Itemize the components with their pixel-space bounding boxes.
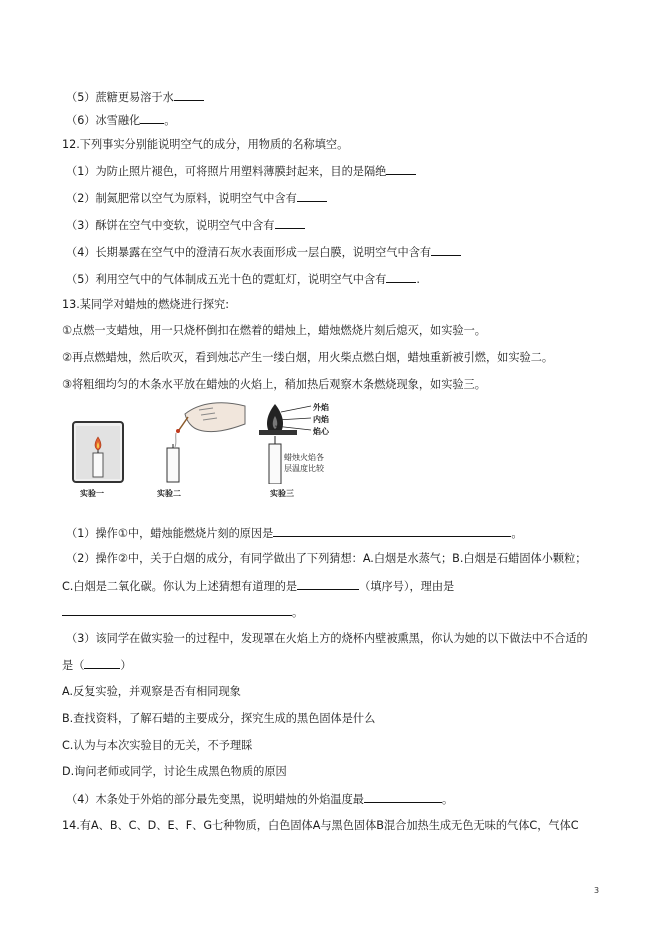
q13-option-a: A.反复实验，并观察是否有相同现象 bbox=[62, 685, 241, 698]
answer-blank[interactable] bbox=[431, 244, 461, 256]
q13-sub1: （1）操作①中，蜡烛能燃烧片刻的原因是 。 bbox=[66, 527, 523, 540]
caption-experiment-two: 实验二 bbox=[157, 489, 181, 498]
q13-option-d: D.询问老师或同学，讨论生成黑色物质的原因 bbox=[62, 765, 287, 778]
q13-option-b: B.查找资料，了解石蜡的主要成分，探究生成的黑色固体是什么 bbox=[62, 712, 376, 725]
experiment-one-illustration bbox=[72, 421, 124, 483]
label-outer-flame: 外焰 bbox=[313, 403, 329, 412]
page-number: 3 bbox=[594, 886, 600, 895]
experiment-two-illustration bbox=[155, 400, 247, 484]
answer-blank[interactable] bbox=[273, 525, 511, 537]
q14-stem: 14.有A、B、C、D、E、F、G七种物质，白色固体A与黑色固体B混合加热生成无色无味的气体C，气体C bbox=[62, 819, 579, 832]
q12-item3: （3）酥饼在空气中变软，说明空气中含有 bbox=[66, 217, 305, 233]
q12-stem: 12.下列事实分别能说明空气的成分，用物质的名称填空。 bbox=[62, 138, 349, 151]
answer-blank[interactable] bbox=[62, 604, 292, 616]
q13-step2: ②再点燃蜡烛，然后吹灭，看到烛芯产生一缕白烟，用火柴点燃白烟，蜡烛重新被引燃，如实验二。 bbox=[62, 351, 554, 364]
label-flame-core: 焰心 bbox=[313, 427, 329, 436]
answer-blank[interactable] bbox=[84, 657, 120, 669]
answer-blank[interactable] bbox=[386, 163, 416, 175]
label-inner-flame: 内焰 bbox=[313, 415, 329, 424]
answer-blank[interactable] bbox=[174, 89, 204, 101]
q13-sub2-line1: （2）操作②中，关于白烟的成分，有同学做出了下列猜想：A.白烟是水蒸气；B.白烟是石蜡固体小颗粒； bbox=[66, 552, 587, 565]
q13-stem: 13.某同学对蜡烛的燃烧进行探究: bbox=[62, 298, 229, 311]
q11-item5: （5）蔗糖更易溶于水 bbox=[66, 89, 204, 105]
figure-note-line2: 层温度比较 bbox=[284, 464, 324, 473]
q13-option-c: C.认为与本次实验目的无关，不予理睬 bbox=[62, 739, 253, 752]
q12-item5: （5）利用空气中的气体制成五光十色的霓虹灯，说明空气中含有 . bbox=[66, 273, 420, 286]
q13-step1: ①点燃一支蜡烛，用一只烧杯倒扣在燃着的蜡烛上，蜡烛燃烧片刻后熄灭，如实验一。 bbox=[62, 324, 486, 337]
q13-sub3-line1: （3）该同学在做实验一的过程中，发现罩在火焰上方的烧杯内壁被熏黑，你认为她的以下做法中不合适的 bbox=[66, 632, 588, 645]
answer-blank[interactable] bbox=[275, 217, 305, 229]
q12-item1: （1）为防止照片褪色，可将照片用塑料薄膜封起来，目的是隔绝 bbox=[66, 163, 416, 179]
q11-item6: （6）冰雪融化 。 bbox=[66, 114, 176, 127]
caption-experiment-one: 实验一 bbox=[80, 489, 104, 498]
q13-sub4: （4）木条处于外焰的部分最先变黑，说明蜡烛的外焰温度最 。 bbox=[66, 793, 454, 806]
caption-experiment-three: 实验三 bbox=[270, 489, 294, 498]
answer-blank[interactable] bbox=[297, 190, 327, 202]
figure-note-line1: 蜡烛火焰各 bbox=[284, 453, 324, 462]
answer-blank[interactable] bbox=[386, 271, 416, 283]
q13-sub2-line2: C.白烟是二氧化碳。你认为上述猜想有道理的是 （填序号），理由是 bbox=[62, 580, 455, 593]
q13-sub2-line3: 。 bbox=[62, 604, 303, 620]
q13-step3: ③将粗细均匀的木条水平放在蜡烛的火焰上，稍加热后观察木条燃烧现象，如实验三。 bbox=[62, 378, 486, 391]
answer-blank[interactable] bbox=[297, 578, 359, 590]
q12-item4: （4）长期暴露在空气中的澄清石灰水表面形成一层白膜，说明空气中含有 bbox=[66, 244, 461, 260]
q13-sub3-line2: 是（ ） bbox=[62, 659, 132, 672]
q12-item2: （2）制氮肥常以空气为原料，说明空气中含有 bbox=[66, 190, 327, 206]
answer-blank[interactable] bbox=[364, 791, 442, 803]
answer-blank[interactable] bbox=[140, 112, 164, 124]
